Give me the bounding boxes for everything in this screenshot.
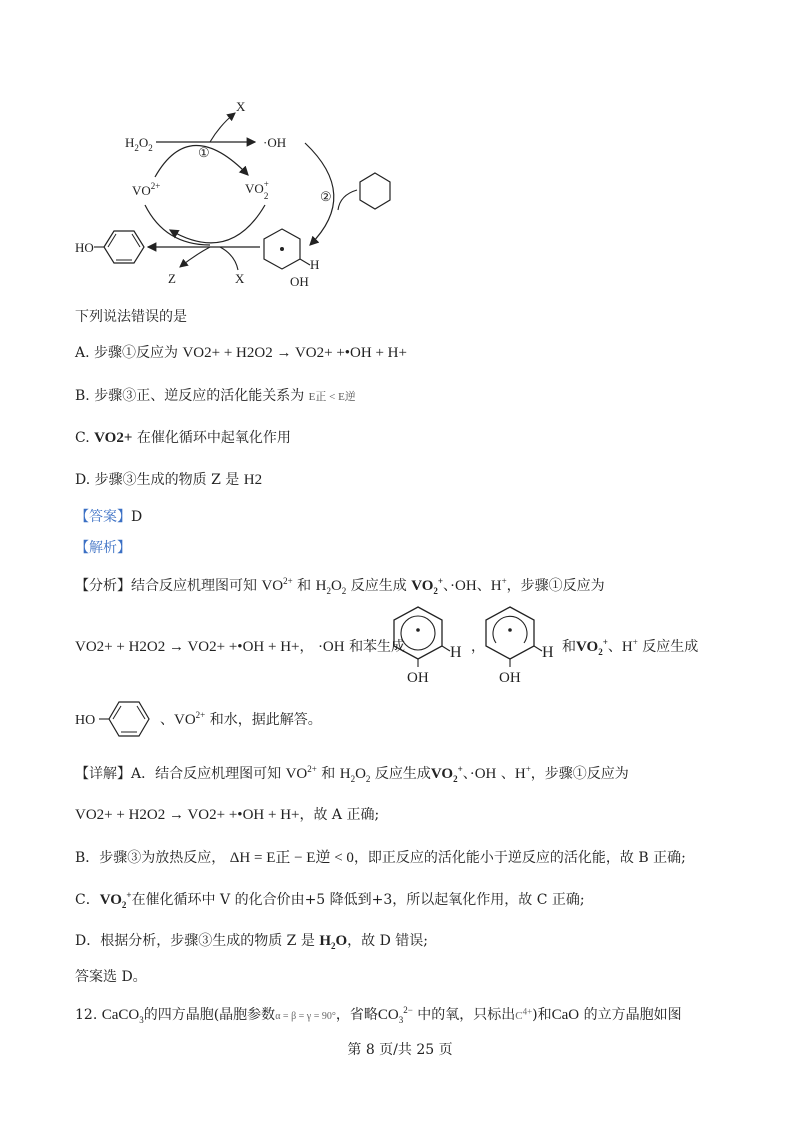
xiangjie-d: D．根据分析，步骤③生成的物质 Z 是 $H_2O$，故 D 错误; xyxy=(75,933,428,951)
fenxi-eq: VO2+ + H2O2 → VO2+ +•OH + H+ xyxy=(75,639,300,655)
diagram-x-top: X xyxy=(236,99,246,114)
option-a xyxy=(75,343,407,363)
diagram-phenol-ho: HO xyxy=(75,240,94,255)
diagram-vo2plus-right: VO+ 2 xyxy=(245,179,269,201)
answer-value: D xyxy=(131,509,143,525)
xiangjie-b: B．步骤③为放热反应， ΔH = E正 − E逆 < 0，即正反应的活化能小于逆反应的活化能，故 B 正确; xyxy=(75,850,686,866)
option-b xyxy=(75,386,356,407)
option-c xyxy=(75,428,291,448)
option-b-label: B. xyxy=(75,388,90,404)
xiangjie-a2: VO2+ + H2O2 → VO2+ +•OH + H+，故 A 正确; xyxy=(75,807,380,823)
phenol-structure xyxy=(75,700,165,738)
diagram-x-bottom: X xyxy=(235,271,245,286)
option-a-label: A. xyxy=(75,345,90,361)
xiangjie-a1: 【详解】A．结合反应机理图可知 $VO^{2+}$ 和 $H_2O_2$ 反应生成$VO_2^+$、·OH 、H+，步骤①反应为 xyxy=(75,764,629,784)
option-a-text: 步骤①反应为 xyxy=(94,345,179,361)
radical-structure-1 xyxy=(388,603,473,685)
fenxi-line2: VO2+ + H2O2 → VO2+ +•OH + H+， ·OH 和苯生成 xyxy=(75,639,406,655)
answer-line xyxy=(75,507,142,527)
svg-text:H: H xyxy=(450,644,462,661)
xiangjie-c: C．$VO_2^+$在催化循环中 V 的化合价由+5 降低到+3，所以起氧化作用，故 C 正确; xyxy=(75,890,585,910)
diagram-oh-bottom: OH xyxy=(290,274,309,289)
option-d-formula: H2 xyxy=(243,472,263,488)
svg-text:H: H xyxy=(542,644,554,661)
page-footer: 第 8 页/共 25 页 xyxy=(347,1042,453,1058)
diagram-step1: ① xyxy=(198,145,210,160)
diagram-z: Z xyxy=(168,271,176,286)
option-a-formula: VO2+ + H2O2 → VO2+ +•OH + H+ xyxy=(182,345,407,361)
diagram-step2: ② xyxy=(320,189,332,204)
diagram-vo2-left: $VO^{2+}$ xyxy=(132,181,161,198)
option-b-formula: E正 < E逆 xyxy=(308,391,356,403)
diagram-h: H xyxy=(310,257,320,272)
diagram-oh: ·OH xyxy=(263,135,287,150)
question-intro: 下列说法错误的是 xyxy=(75,309,187,325)
benzene-ring xyxy=(360,173,390,209)
svg-text:OH: OH xyxy=(407,670,429,685)
answer-tag: 【答案】 xyxy=(75,509,131,525)
option-d-label: D. xyxy=(75,472,91,488)
option-d xyxy=(75,470,262,490)
reaction-mechanism-diagram xyxy=(70,95,430,295)
fenxi-line1: 【分析】结合反应机理图可知 $VO^{2+}$ 和 $H_2O_2$ 反应生成 $VO_2^+$、·OH、H+，步骤①反应为 xyxy=(75,576,605,596)
option-c-text: 在催化循环中起氧化作用 xyxy=(136,430,291,446)
option-b-text: 步骤③正、逆反应的活化能关系为 xyxy=(94,388,305,404)
xiangjie-tag: 【详解】 xyxy=(75,766,131,782)
diagram-h2o2: $H_2O_2$ xyxy=(125,135,153,153)
option-d-text: 步骤③生成的物质 Z 是 xyxy=(94,472,240,488)
final-answer: 答案选 D。 xyxy=(75,969,147,985)
fenxi-tag: 【分析】 xyxy=(75,578,131,594)
svg-text:HO: HO xyxy=(75,713,96,728)
analysis-tag: 【解析】 xyxy=(75,540,131,556)
fenxi-line2-tail: 和$VO_2^+$、H+ 反应生成 xyxy=(562,637,699,657)
question-12: 12. CaCO$_3$的四方晶胞(晶胞参数α = β = γ = 90°，省略$CO_3^{2-}$ 中的氧，只标出$C^{4+}$)和CaO 的立方晶胞如图 xyxy=(75,1005,682,1025)
fenxi-line3: 、$VO^{2+}$ 和水，据此解答。 xyxy=(160,710,322,728)
radical-structure-2 xyxy=(480,603,565,685)
svg-text:OH: OH xyxy=(499,670,521,685)
option-c-formula: VO2+ xyxy=(94,430,133,446)
option-c-label: C. xyxy=(75,430,90,446)
